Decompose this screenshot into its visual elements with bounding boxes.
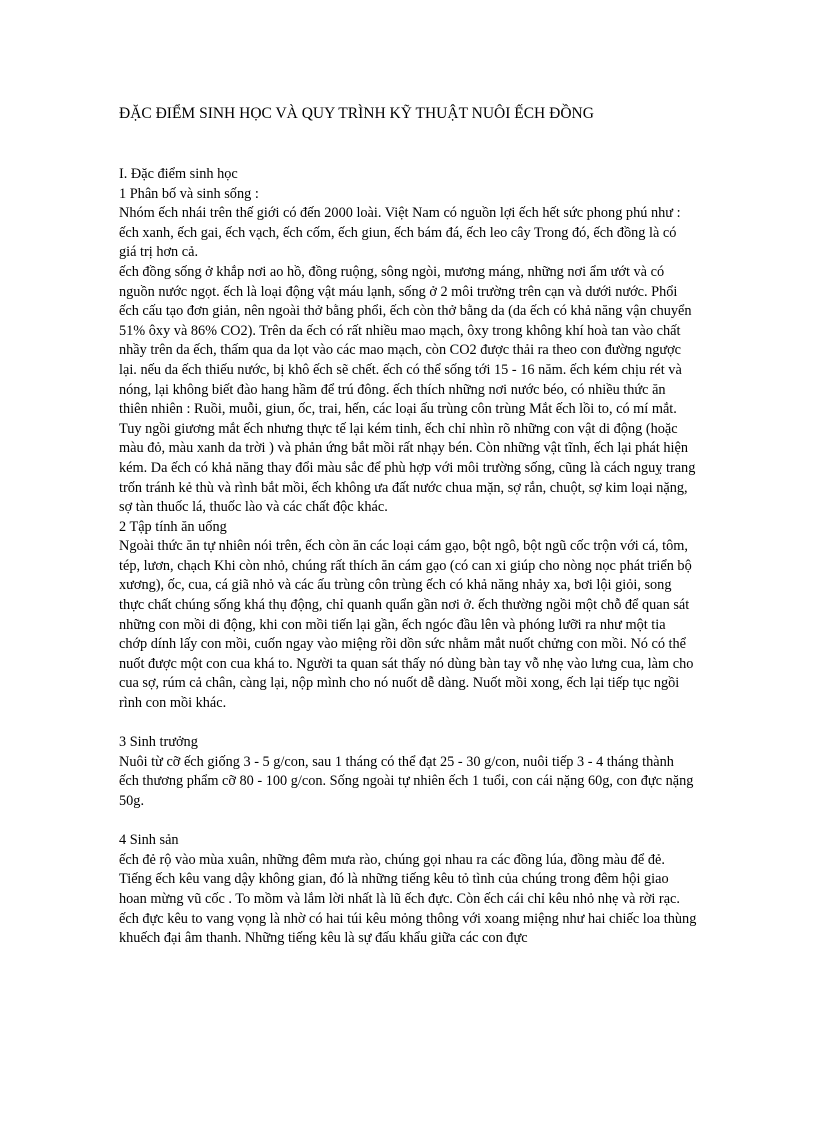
document-page [119, 104, 697, 949]
subsection-heading-feeding: 2 Tập tính ăn uống [119, 518, 227, 535]
blank-line [119, 714, 697, 734]
subsection-heading-distribution: 1 Phân bố và sinh sống : [119, 185, 259, 202]
blank-line [119, 812, 697, 832]
paragraph: ếch đẻ rộ vào mùa xuân, những đêm mưa rào, chúng gọi nhau ra các đồng lúa, đồng màu để đẻ. Tiếng ếch kêu vang dậy không gian, đó là những tiếng kêu tỏ tình của chúng trong đêm hội giao hoan mừng vũ cốc . To mồm và lắm lời nhất là lũ ếch đực. Còn ếch cái chỉ kêu nhỏ nhẹ và rời rạc. [119, 851, 680, 907]
document-title: ĐẶC ĐIỂM SINH HỌC VÀ QUY TRÌNH KỸ THUẬT NUÔI ẾCH ĐỒNG [119, 105, 594, 122]
paragraph: Nuôi từ cỡ ếch giống 3 - 5 g/con, sau 1 tháng có thể đạt 25 - 30 g/con, nuôi tiếp 3 - 4 tháng thành ếch thương phẩm cỡ 80 - 100 g/con. Sống ngoài tự nhiên ếch 1 tuổi, con cái nặng 60g, con đực nặng 50g. [119, 753, 694, 809]
paragraph: Ngoài thức ăn tự nhiên nói trên, ếch còn ăn các loại cám gạo, bột ngô, bột ngũ cốc trộn với cá, tôm, tép, lươn, chạch Khi còn nhỏ, chúng rất thích ăn cám gạo (có can xi giúp cho nòng nọc phát triển bộ xương), ốc, cua, cá giã nhỏ và các ấu trùng côn trùng ếch có khả năng nhảy xa, bơi lội giỏi, song thực chất chúng sống khá thụ động, chỉ quanh quẩn gần nơi ở. ếch thường ngồi một chỗ để quan sát những con mồi di động, khi con mồi tiến lại gần, ếch ngóc đầu lên và phóng lưỡi ra như một tia chớp dính lấy con mồi, cuốn ngay vào miệng rồi dồn sức nhằm mắt nuốt chửng con mồi. Nó có thể nuốt được một con cua khá to. Người ta quan sát thấy nó dùng bàn tay vỗ nhẹ vào lưng cua, làm cho cua sợ, rúm cả chân, càng lại, nộp mình cho nó nuốt dễ dàng. Nuốt mồi xong, ếch lại tiếp tục ngồi rình con mồi khác. [119, 538, 694, 712]
subsection-heading-growth: 3 Sinh trưởng [119, 734, 198, 751]
paragraph: ếch đồng sống ở khắp nơi ao hồ, đồng ruộng, sông ngòi, mương máng, những nơi ẩm ướt và có nguồn nước ngọt. ếch là loại động vật máu lạnh, sống ở 2 môi trường trên cạn và dưới nước. Phổi ếch cấu tạo đơn giản, nên ngoài thở bằng phổi, ếch còn thở bằng da (da ếch có khả năng vận chuyển 51% ôxy và 86% CO2). Trên da ếch có rất nhiều mao mạch, ôxy trong không khí hoà tan vào chất nhầy trên da ếch, thấm qua da lọt vào các mao mạch, còn CO2 được thải ra theo con đường ngược lại. nếu da ếch thiếu nước, bị khô ếch sẽ chết. ếch có thể sống tới 15 - 16 năm. ếch kém chịu rét và nóng, lại không biết đào hang hầm để trú đông. ếch thích những nơi nước béo, có nhiều thức ăn thiên nhiên : Ruồi, muỗi, giun, ốc, trai, hến, các loại ấu trùng côn trùng Mắt ếch lồi to, có mí mắt. Tuy ngồi giương mắt ếch nhưng thực tế lại kém tinh, ếch chỉ nhìn rõ những con vật di động (hoặc màu đỏ, màu xanh da trời ) và phản ứng bắt mồi rất nhạy bén. Còn những vật tĩnh, ếch lại phát hiện kém. Da ếch có khả năng thay đổi màu sắc để phù hợp với môi trường sống, cũng là cách nguỵ trang trốn tránh kẻ thù và rình bắt mồi, ếch không ưa đất nước chua mặn, sợ rắn, chuột, sợ kim loại nặng, sợ tàn thuốc lá, thuốc lào và các chất độc khác. [119, 263, 696, 516]
document-body [119, 165, 697, 949]
section-heading: I. Đặc điểm sinh học [119, 166, 238, 182]
subsection-heading-reproduction: 4 Sinh sản [119, 832, 179, 849]
paragraph: ếch đực kêu to vang vọng là nhờ có hai túi kêu mỏng thông với xoang miệng như hai chiếc loa thùng khuếch đại âm thanh. Những tiếng kêu là sự đấu khẩu giữa các con đực [119, 910, 697, 947]
paragraph: Nhóm ếch nhái trên thế giới có đến 2000 loài. Việt Nam có nguồn lợi ếch hết sức phong phú như : ếch xanh, ếch gai, ếch vạch, ếch cốm, ếch giun, ếch bám đá, ếch leo cây Trong đó, ếch đồng là có giá trị hơn cả. [119, 205, 681, 261]
